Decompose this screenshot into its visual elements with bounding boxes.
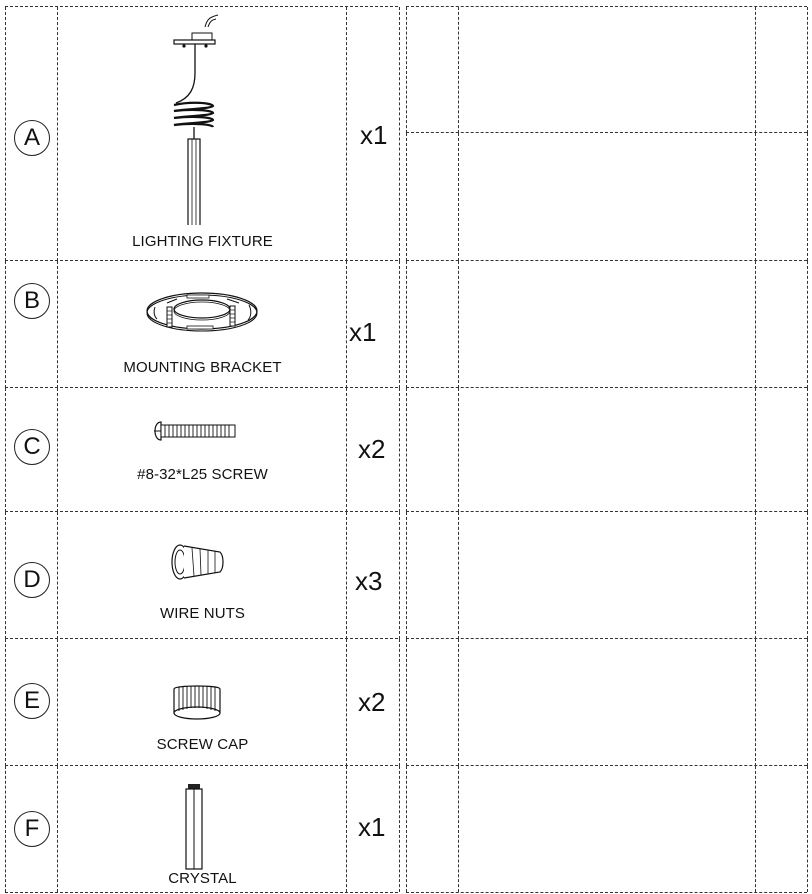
letter-cell — [5, 766, 58, 892]
empty-quantity-cell — [755, 639, 808, 766]
quantity-cell — [346, 388, 400, 512]
item-cell — [57, 639, 347, 766]
mounting-bracket-icon — [145, 287, 259, 335]
empty-letter-cell — [406, 388, 459, 512]
part-letter: E — [14, 683, 50, 719]
empty-letter-cell — [406, 7, 459, 133]
empty-quantity-cell — [755, 7, 808, 133]
empty-quantity-cell — [755, 133, 808, 261]
part-quantity: x2 — [358, 687, 386, 717]
empty-row — [406, 765, 807, 893]
part-letter: F — [14, 811, 50, 847]
letter-cell — [5, 639, 58, 766]
part-row-a — [5, 6, 398, 261]
empty-item-cell — [458, 512, 756, 639]
wire-nut-icon — [170, 542, 226, 582]
empty-row — [406, 387, 807, 512]
empty-item-cell — [458, 7, 756, 133]
empty-quantity-cell — [755, 388, 808, 512]
empty-parts-table — [406, 6, 807, 891]
crystal-icon — [184, 784, 204, 874]
empty-letter-cell — [406, 639, 459, 766]
part-name: MOUNTING BRACKET — [123, 359, 282, 376]
part-quantity: x2 — [358, 434, 386, 464]
part-quantity: x1 — [349, 317, 377, 347]
empty-quantity-cell — [755, 261, 808, 388]
quantity-cell — [346, 766, 400, 892]
part-letter: A — [14, 120, 50, 156]
screw-cap-icon — [171, 683, 223, 723]
empty-letter-cell — [406, 133, 459, 261]
quantity-cell — [346, 512, 400, 639]
empty-row — [406, 511, 807, 639]
empty-row — [406, 260, 807, 388]
empty-letter-cell — [406, 512, 459, 639]
letter-cell — [5, 512, 58, 639]
letter-cell — [5, 7, 58, 261]
part-quantity: x1 — [360, 120, 388, 150]
part-letter: D — [14, 562, 50, 598]
empty-letter-cell — [406, 766, 459, 892]
empty-row — [406, 638, 807, 766]
quantity-cell — [346, 261, 400, 388]
empty-quantity-cell — [755, 512, 808, 639]
empty-item-cell — [458, 133, 756, 261]
empty-letter-cell — [406, 261, 459, 388]
item-cell — [57, 512, 347, 639]
empty-row — [406, 132, 807, 261]
empty-item-cell — [458, 766, 756, 892]
part-name: SCREW CAP — [156, 736, 249, 753]
part-quantity: x1 — [358, 812, 386, 842]
item-cell — [57, 261, 347, 388]
empty-item-cell — [458, 388, 756, 512]
empty-row — [406, 6, 807, 133]
quantity-cell — [346, 7, 400, 261]
item-cell — [57, 766, 347, 892]
part-row-b — [5, 260, 398, 388]
pendant-light-icon — [172, 13, 232, 225]
part-row-c — [5, 387, 398, 512]
part-name: #8-32*L25 SCREW — [137, 466, 268, 483]
part-row-d — [5, 511, 398, 639]
empty-item-cell — [458, 639, 756, 766]
empty-quantity-cell — [755, 766, 808, 892]
empty-item-cell — [458, 261, 756, 388]
part-letter: C — [14, 429, 50, 465]
item-cell — [57, 7, 347, 261]
quantity-cell — [346, 639, 400, 766]
letter-cell — [5, 261, 58, 388]
letter-cell — [5, 388, 58, 512]
item-cell — [57, 388, 347, 512]
part-name: LIGHTING FIXTURE — [132, 233, 273, 250]
screw-icon — [151, 420, 237, 442]
parts-table — [5, 6, 398, 891]
part-row-f — [5, 765, 398, 893]
part-name: WIRE NUTS — [159, 605, 246, 622]
part-letter: B — [14, 283, 50, 319]
part-row-e — [5, 638, 398, 766]
part-quantity: x3 — [355, 566, 383, 596]
part-name: CRYSTAL — [168, 870, 237, 887]
